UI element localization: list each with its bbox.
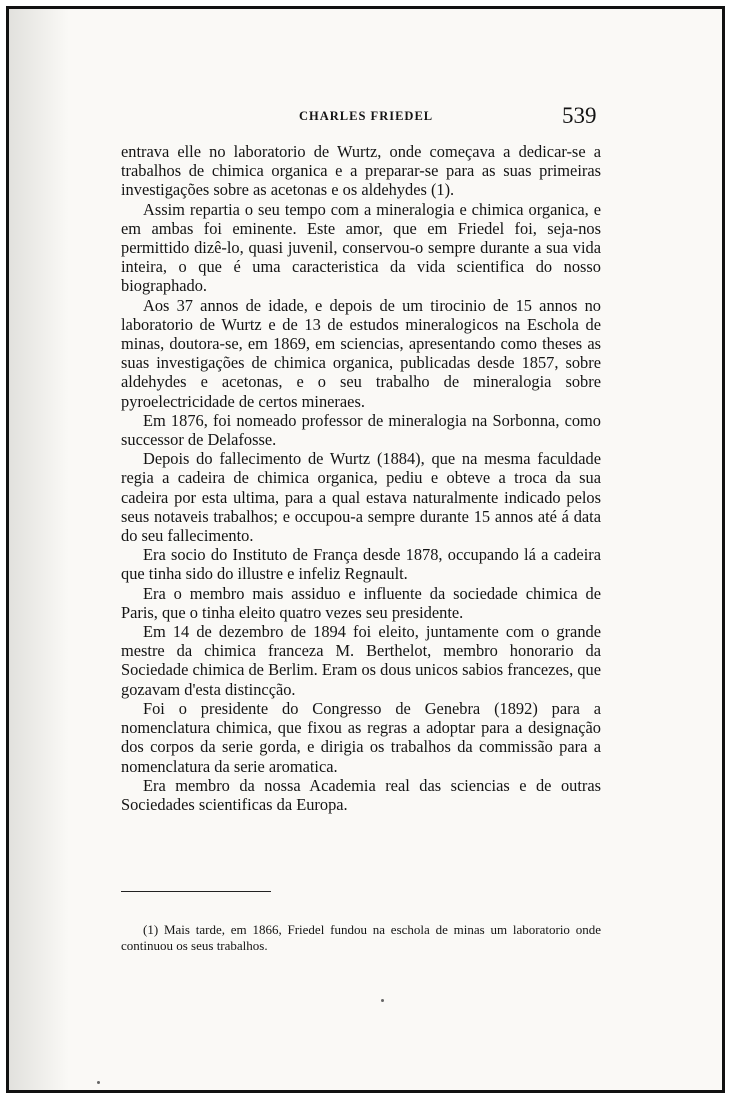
binding-shadow [9, 9, 69, 1090]
footnote-divider [121, 891, 271, 892]
paragraph-3: Aos 37 annos de idade, e depois de um tirocinio de 15 annos no laboratorio de Wurtz e de 13 de estudos mineralogicos na Eschola de minas, doutora-se, em 1869, em sciencias, apresentando como theses as suas investigações de chimica organica, publicadas desde 1857, sobre aldehydes e acetonas, e o seu trabalho de mineralogia sobre pyroelectricidade de certos mineraes. [121, 295, 601, 411]
scanned-page [6, 6, 725, 1093]
paragraph-2: Assim repartia o seu tempo com a mineralogia e chimica organica, e em ambas foi eminente. Este amor, que em Friedel foi, seja-nos permittido dizê-lo, quasi juvenil, conservou-o sempre durante a sua vida inteira, o que é uma caracteristica da vida scientifica do nosso biographado. [121, 199, 601, 296]
running-head [9, 103, 722, 133]
paragraph-7: Era o membro mais assiduo e influente da sociedade chimica de Paris, que o tinha eleito quatro vezes seu presidente. [121, 583, 601, 622]
page-number: 539 [562, 103, 597, 128]
footnote: (1) Mais tarde, em 1866, Friedel fundou na eschola de minas um laboratorio onde continuou os seus trabalhos. [121, 922, 601, 953]
paragraph-6: Era socio do Instituto de França desde 1878, occupando lá a cadeira que tinha sido do illustre e infeliz Regnault. [121, 545, 601, 584]
paragraph-8: Em 14 de dezembro de 1894 foi eleito, juntamente com o grande mestre da chimica franceza M. Berthelot, membro honorario da Sociedade chimica de Berlim. Eram os dous unicos sabios francezes, que gozavam d'esta distincção. [121, 622, 601, 699]
body-text [121, 142, 601, 814]
paragraph-1: entrava elle no laboratorio de Wurtz, onde começava a dedicar-se a trabalhos de chimica organica e a preparar-se para as suas primeiras investigações sobre as acetonas e os aldehydes (1). [121, 142, 601, 200]
print-speck [381, 999, 384, 1002]
paragraph-4: Em 1876, foi nomeado professor de mineralogia na Sorbonna, como successor de Delafosse. [121, 410, 601, 450]
print-speck [97, 1081, 100, 1084]
paragraph-9: Foi o presidente do Congresso de Genebra (1892) para a nomenclatura chimica, que fixou as regras a adoptar para a designação dos corpos da serie gorda, e dirigia os trabalhos da commissão para a nomenclatura da serie aromatica. [121, 698, 601, 776]
paragraph-10: Era membro da nossa Academia real das sciencias e de outras Sociedades scientificas da Europa. [121, 775, 601, 814]
running-title: CHARLES FRIEDEL [299, 109, 434, 123]
paragraph-5: Depois do fallecimento de Wurtz (1884), que na mesma faculdade regia a cadeira de chimica organica, pediu e obteve a troca da sua cadeira por esta ultima, para a qual estava naturalmente indicado pelos seus notaveis trabalhos; e occupou-a sempre durante 15 annos até á data do seu fallecimento. [121, 449, 601, 546]
